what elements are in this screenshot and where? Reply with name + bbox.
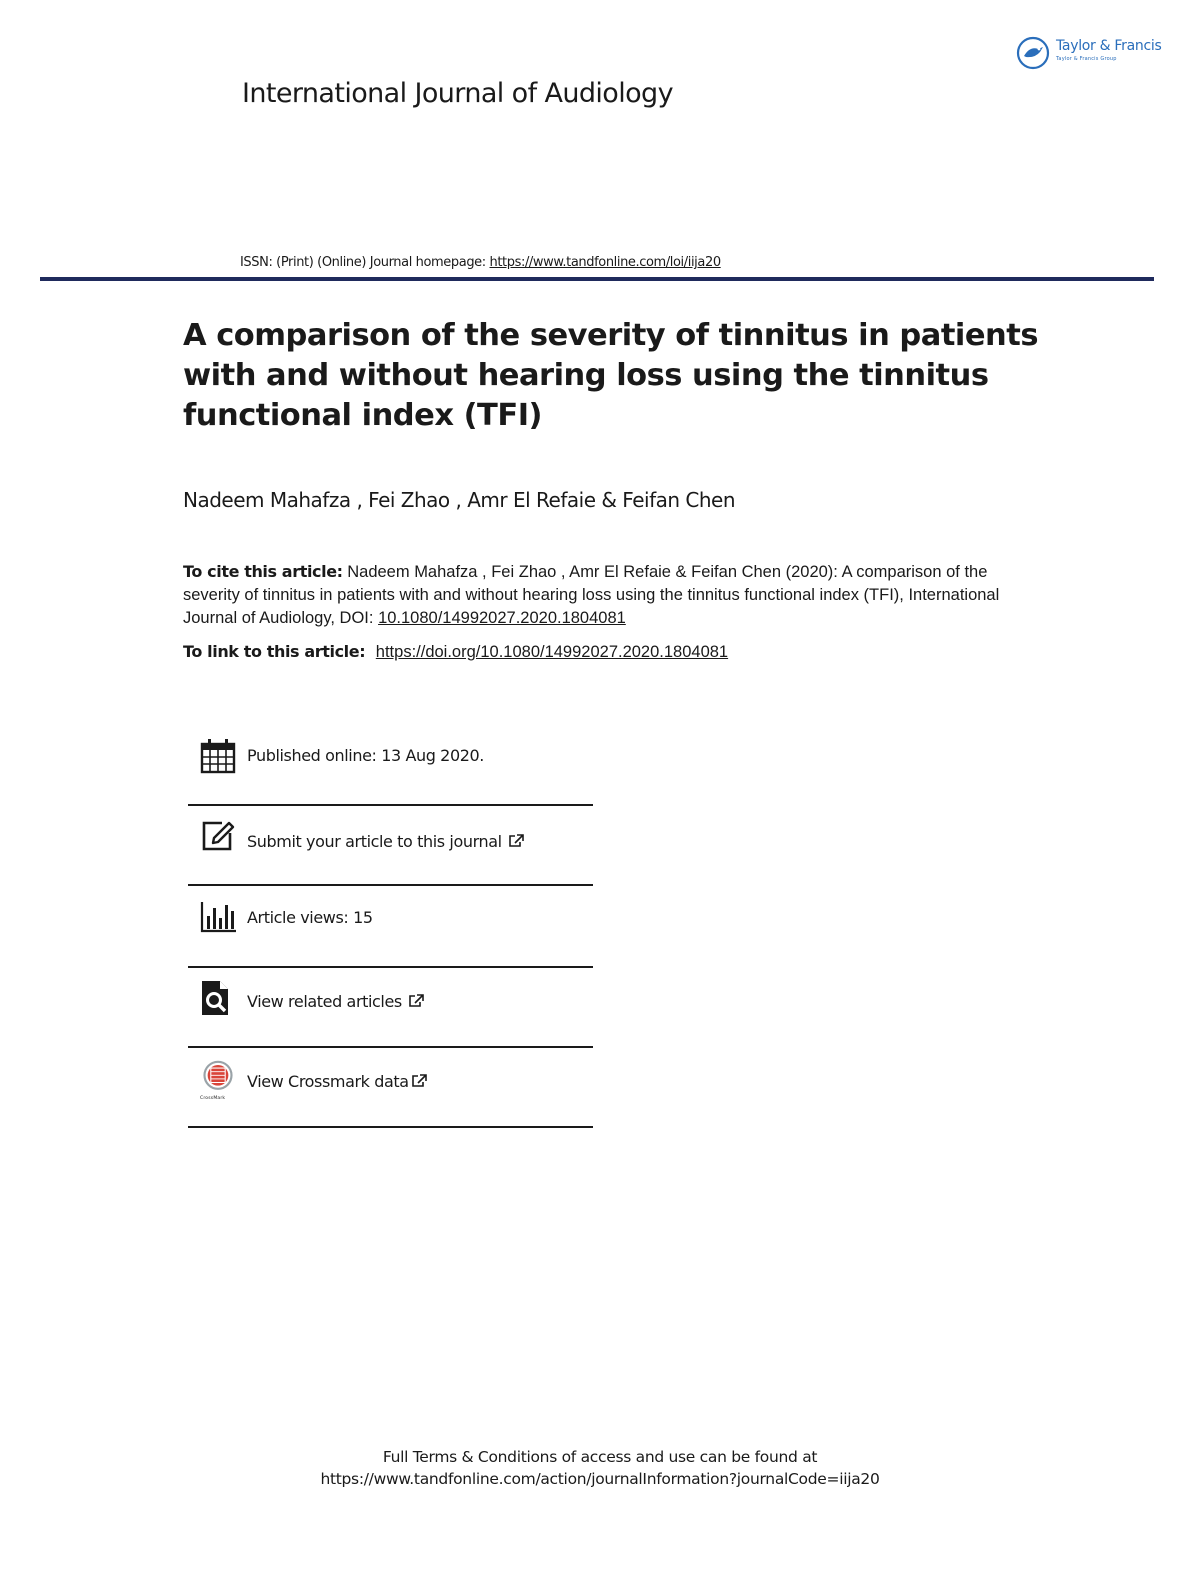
crossmark-link[interactable] [188, 1048, 593, 1128]
submit-article-link[interactable] [188, 806, 593, 886]
external-link-icon [508, 834, 524, 848]
crossmark-label: View Crossmark data [247, 1072, 409, 1091]
header-rule [40, 277, 1154, 281]
issn-line [240, 255, 721, 270]
article-link-block [183, 642, 728, 662]
calendar-icon [200, 738, 236, 774]
citation-doi-link[interactable]: 10.1080/14992027.2020.1804081 [378, 609, 626, 627]
external-link-icon [408, 994, 424, 1008]
publisher-name: Taylor & Francis [1056, 38, 1162, 54]
article-meta-list [188, 730, 593, 1132]
related-articles-link[interactable] [188, 968, 593, 1048]
journal-homepage-link[interactable]: https://www.tandfonline.com/loi/iija20 [489, 255, 721, 270]
article-title: A comparison of the severity of tinnitus in patients with and without hearing loss using the tinnitus functional index (TFI) [183, 318, 1039, 433]
submit-article-label: Submit your article to this journal [247, 832, 502, 851]
related-articles-row [247, 992, 424, 1011]
article-views: Article views: 15 [247, 908, 373, 927]
published-date: Published online: 13 Aug 2020. [247, 746, 484, 765]
publisher-logo [1016, 36, 1166, 70]
publisher-tagline: Taylor & Francis Group [1056, 56, 1117, 62]
external-link-icon [411, 1074, 427, 1088]
bar-chart-icon [200, 898, 236, 934]
document-search-icon [200, 980, 236, 1016]
meta-divider [188, 1126, 593, 1128]
article-authors: Nadeem Mahafza , Fei Zhao , Amr El Refaie & Feifan Chen [183, 488, 736, 512]
submit-article-row [247, 832, 524, 851]
footer-terms-url[interactable]: https://www.tandfonline.com/action/journalInformation?journalCode=iija20 [320, 1470, 880, 1488]
footer [0, 1446, 1200, 1490]
citation-block [183, 560, 1033, 630]
edit-icon [200, 818, 236, 854]
crossmark-row [247, 1072, 427, 1091]
published-row [188, 730, 593, 804]
journal-name: International Journal of Audiology [242, 78, 673, 109]
footer-terms-text: Full Terms & Conditions of access and use can be found at [382, 1448, 818, 1466]
citation-text: Nadeem Mahafza , Fei Zhao , Amr El Refaie & Feifan Chen (2020): A comparison of the severity of tinnitus in patients with and without hearing loss using the tinnitus functional index (TFI), International Journal of Audiology, DOI: [183, 563, 1000, 627]
publisher-logo-icon [1016, 36, 1052, 70]
issn-text: ISSN: (Print) (Online) Journal homepage: [240, 255, 490, 270]
article-views-row [188, 886, 593, 966]
crossmark-badge-text: CrossMark [200, 1096, 226, 1101]
crossmark-icon [200, 1060, 236, 1096]
related-articles-label: View related articles [247, 992, 402, 1011]
citation-label: To cite this article: [183, 562, 343, 581]
article-link-label: To link to this article: [183, 642, 366, 661]
article-doi-url[interactable]: https://doi.org/10.1080/14992027.2020.1804081 [375, 643, 729, 661]
